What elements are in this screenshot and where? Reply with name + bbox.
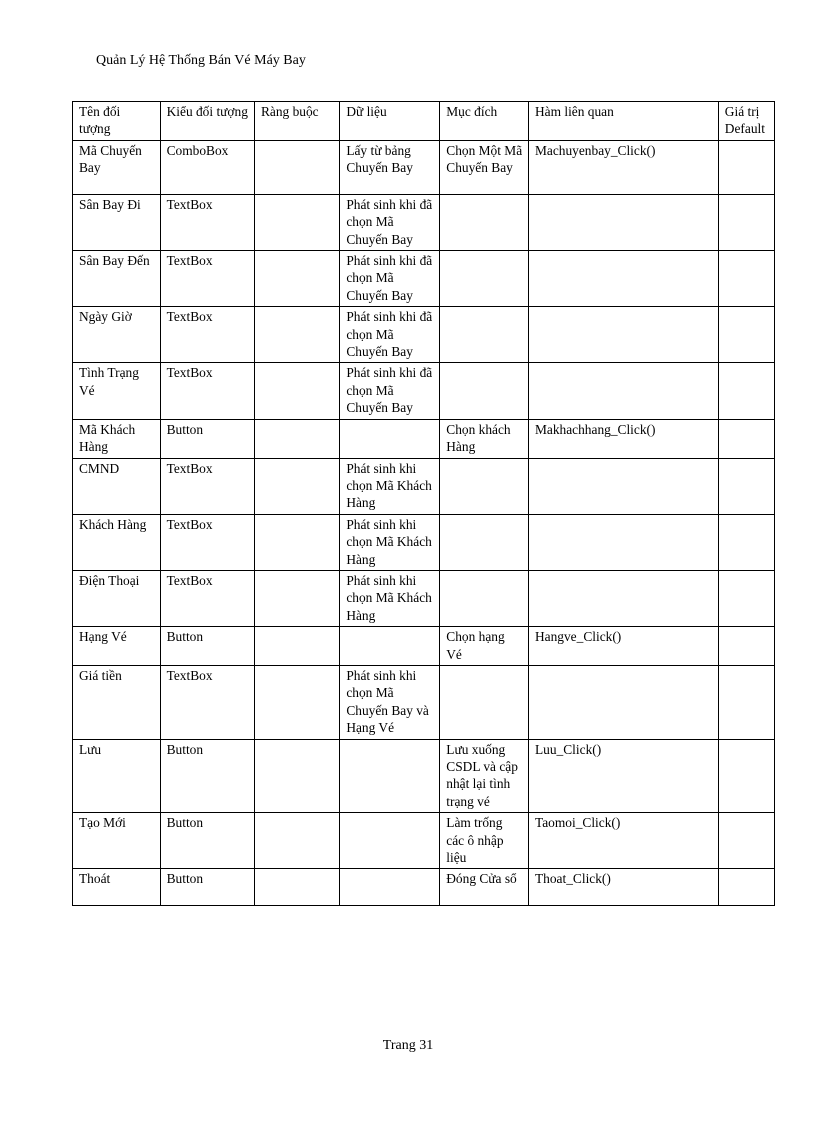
cell-default-value [718,570,774,626]
cell-object-name: Mã Chuyến Bay [73,140,161,194]
cell-object-name: Sân Bay Đến [73,251,161,307]
table-row [73,869,775,906]
cell-object-name: Hạng Vé [73,627,161,666]
cell-constraint [254,665,339,739]
cell-data: Phát sinh khi đã chọn Mã Chuyến Bay [340,194,440,250]
table-row [73,627,775,666]
cell-data: Phát sinh khi chọn Mã Chuyến Bay và Hạng Vé [340,665,440,739]
cell-purpose: Làm trống các ô nhập liệu [440,813,529,869]
table-row [73,570,775,626]
cell-purpose: Chọn hạng Vé [440,627,529,666]
column-header-data: Dữ liệu [340,102,440,141]
cell-default-value [718,363,774,419]
table-row [73,665,775,739]
column-header-object-type: Kiểu đối tượng [160,102,254,141]
cell-data: Phát sinh khi chọn Mã Khách Hàng [340,458,440,514]
cell-constraint [254,570,339,626]
cell-constraint [254,194,339,250]
column-header-related-function: Hàm liên quan [528,102,718,141]
table-row [73,419,775,458]
cell-data: Phát sinh khi chọn Mã Khách Hàng [340,570,440,626]
cell-default-value [718,514,774,570]
cell-constraint [254,739,339,813]
cell-related-function [528,514,718,570]
cell-object-name: Khách Hàng [73,514,161,570]
cell-constraint [254,140,339,194]
cell-related-function: Makhachhang_Click() [528,419,718,458]
cell-default-value [718,739,774,813]
cell-related-function: Machuyenbay_Click() [528,140,718,194]
cell-object-name: CMND [73,458,161,514]
cell-data: Phát sinh khi đã chọn Mã Chuyến Bay [340,363,440,419]
cell-object-type: Button [160,869,254,906]
cell-object-name: Thoát [73,869,161,906]
cell-object-type: TextBox [160,458,254,514]
cell-object-type: TextBox [160,665,254,739]
cell-purpose: Chọn khách Hàng [440,419,529,458]
table-row [73,363,775,419]
cell-purpose [440,665,529,739]
cell-purpose: Chọn Một Mã Chuyến Bay [440,140,529,194]
cell-object-type: TextBox [160,570,254,626]
cell-data: Phát sinh khi đã chọn Mã Chuyến Bay [340,251,440,307]
table-row [73,140,775,194]
cell-default-value [718,307,774,363]
cell-default-value [718,627,774,666]
column-header-object-name: Tên đối tượng [73,102,161,141]
cell-purpose [440,458,529,514]
table-row [73,458,775,514]
cell-object-type: ComboBox [160,140,254,194]
cell-object-type: Button [160,813,254,869]
page-number: Trang 31 [382,1038,434,1053]
cell-related-function [528,665,718,739]
cell-object-name: Tình Trạng Vé [73,363,161,419]
cell-related-function: Thoat_Click() [528,869,718,906]
cell-data [340,813,440,869]
cell-data [340,627,440,666]
cell-purpose [440,251,529,307]
cell-constraint [254,869,339,906]
document-header-title: Quản Lý Hệ Thống Bán Vé Máy Bay [96,53,306,68]
cell-data: Phát sinh khi chọn Mã Khách Hàng [340,514,440,570]
column-header-purpose: Mục đích [440,102,529,141]
cell-object-name: Ngày Giờ [73,307,161,363]
cell-related-function [528,570,718,626]
cell-constraint [254,363,339,419]
table-row [73,739,775,813]
cell-related-function: Taomoi_Click() [528,813,718,869]
cell-object-type: TextBox [160,514,254,570]
cell-related-function: Hangve_Click() [528,627,718,666]
cell-object-name: Sân Bay Đi [73,194,161,250]
cell-purpose [440,570,529,626]
cell-object-name: Lưu [73,739,161,813]
cell-related-function [528,307,718,363]
cell-object-type: Button [160,419,254,458]
cell-constraint [254,419,339,458]
object-spec-table [72,101,775,906]
cell-purpose: Đóng Cửa sổ [440,869,529,906]
cell-default-value [718,665,774,739]
cell-default-value [718,419,774,458]
cell-default-value [718,458,774,514]
cell-purpose [440,307,529,363]
cell-data: Lấy từ bảng Chuyến Bay [340,140,440,194]
table-row [73,194,775,250]
cell-object-type: Button [160,739,254,813]
cell-related-function: Luu_Click() [528,739,718,813]
table-row [73,514,775,570]
cell-default-value [718,140,774,194]
cell-object-name: Tạo Mới [73,813,161,869]
cell-constraint [254,514,339,570]
cell-default-value [718,194,774,250]
table-row [73,813,775,869]
cell-data [340,869,440,906]
cell-object-type: TextBox [160,194,254,250]
cell-object-type: TextBox [160,363,254,419]
cell-default-value [718,869,774,906]
cell-related-function [528,194,718,250]
column-header-constraint: Ràng buộc [254,102,339,141]
cell-data: Phát sinh khi đã chọn Mã Chuyến Bay [340,307,440,363]
cell-object-type: TextBox [160,307,254,363]
cell-purpose: Lưu xuống CSDL và cập nhật lại tình trạng vé [440,739,529,813]
cell-purpose [440,363,529,419]
cell-purpose [440,194,529,250]
cell-related-function [528,251,718,307]
cell-constraint [254,813,339,869]
cell-default-value [718,251,774,307]
cell-object-type: Button [160,627,254,666]
cell-object-name: Mã Khách Hàng [73,419,161,458]
cell-constraint [254,251,339,307]
cell-constraint [254,307,339,363]
cell-related-function [528,363,718,419]
cell-object-type: TextBox [160,251,254,307]
cell-default-value [718,813,774,869]
cell-object-name: Giá tiền [73,665,161,739]
cell-data [340,739,440,813]
cell-purpose [440,514,529,570]
cell-data [340,419,440,458]
cell-constraint [254,458,339,514]
cell-constraint [254,627,339,666]
table-header-row [73,102,775,141]
column-header-default-value: Giá trị Default [718,102,774,141]
cell-object-name: Điện Thoại [73,570,161,626]
table-row [73,251,775,307]
cell-related-function [528,458,718,514]
table-row [73,307,775,363]
